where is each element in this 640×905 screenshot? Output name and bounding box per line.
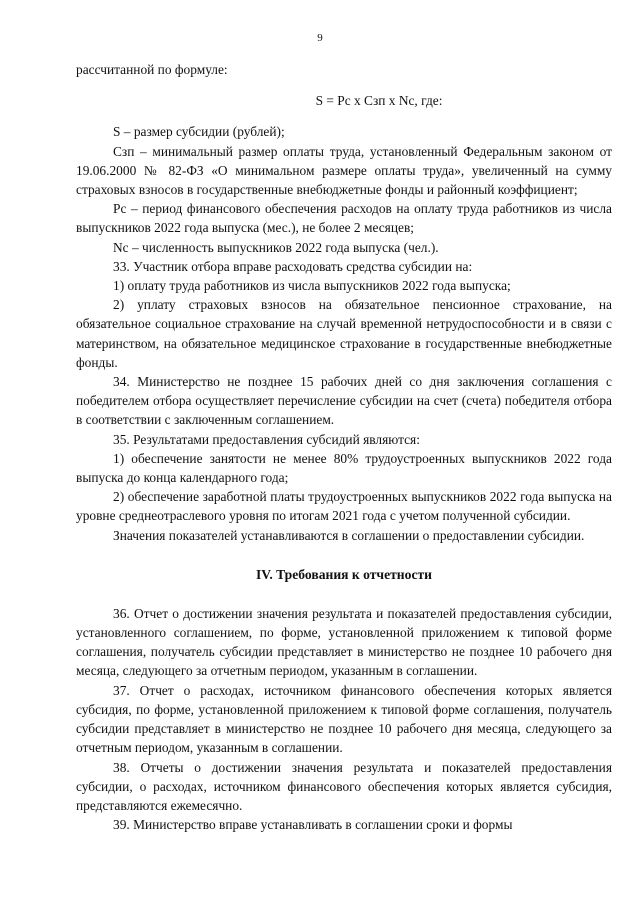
paragraph-34: 34. Министерство не позднее 15 рабочих дней со дня заключения соглашения с победителем отбора осуществляет перечисление субсидии на счет (счета) победителя отбора в соответствии с заключенным соглашением. [76,374,612,428]
subsidy-formula: S = Рс х Сзп х Nс, где: [315,93,443,109]
paragraph-33-item-2: 2) уплату страховых взносов на обязательное пенсионное страхование, на обязательное социальное страхование на случай временной нетрудоспособности и в связи с материнством, на обязательное медицинское страхование в государственные внебюджетные фонды. [76,297,612,370]
definition-rs: Рс – период финансового обеспечения расходов на оплату труда работников из числа выпускников 2022 года выпуска (мес.), не более 2 месяцев; [76,201,612,236]
paragraph-36: 36. Отчет о достижении значения результата и показателей предоставления субсидии, установленного соглашением, по форме, установленной приложением к типовой форме соглашения, получатель субсидии представляет в министерство не позднее 10 рабочего дня месяца, следующего за отчетным периодом, указанным в соглашении. [76,605,612,679]
paragraph-35-item-1: 1) обеспечение занятости не менее 80% трудоустроенных выпускников 2022 года выпуска до конца календарного года; [76,450,612,486]
paragraph-33-item-1: 1) оплату труда работников из числа выпускников 2022 года выпуска; [113,278,511,294]
paragraph-33: 33. Участник отбора вправе расходовать средства субсидии на: [113,258,473,274]
paragraph-39: 39. Министерство вправе устанавливать в соглашении сроки и формы [113,817,513,833]
definition-s: S – размер субсидии (рублей); [113,124,285,140]
intro-line: рассчитанной по формуле: [76,62,228,77]
page-number: 9 [317,32,323,44]
paragraph-38: 38. Отчеты о достижении значения результата и показателей предоставления субсидии, о расходах, источником финансового обеспечения которых является субсидия, представляются ежемесячно. [76,759,612,813]
definition-nc: Nс – численность выпускников 2022 года выпуска (чел.). [113,239,439,255]
section-heading: IV. Требования к отчетности [255,566,432,582]
document-body [76,60,612,834]
paragraph-37: 37. Отчет о расходах, источником финансового обеспечения которых является субсидия, по форме, установленной приложением к типовой форме соглашения, получатель субсидии представляет в министерство не позднее 10 рабочего дня месяца, следующего за отчетным периодом, указанным в соглашении. [76,682,612,756]
paragraph-35-item-2: 2) обеспечение заработной платы трудоустроенных выпускников 2022 года выпуска на уровне среднеотраслевого уровня по итогам 2021 года с учетом полученной субсидии. [76,489,612,524]
definition-szp: Сзп – минимальный размер оплаты труда, установленный Федеральным законом от 19.06.2000 № 82-ФЗ «О минимальном размере оплаты труда», увеличенный на сумму страховых взносов в государственные внебюджетные фонды и районный коэффициент; [76,143,612,198]
paragraph-35-note: Значения показателей устанавливаются в соглашении о предоставлении субсидии. [113,527,585,543]
paragraph-35: 35. Результатами предоставления субсидий являются: [113,431,420,447]
